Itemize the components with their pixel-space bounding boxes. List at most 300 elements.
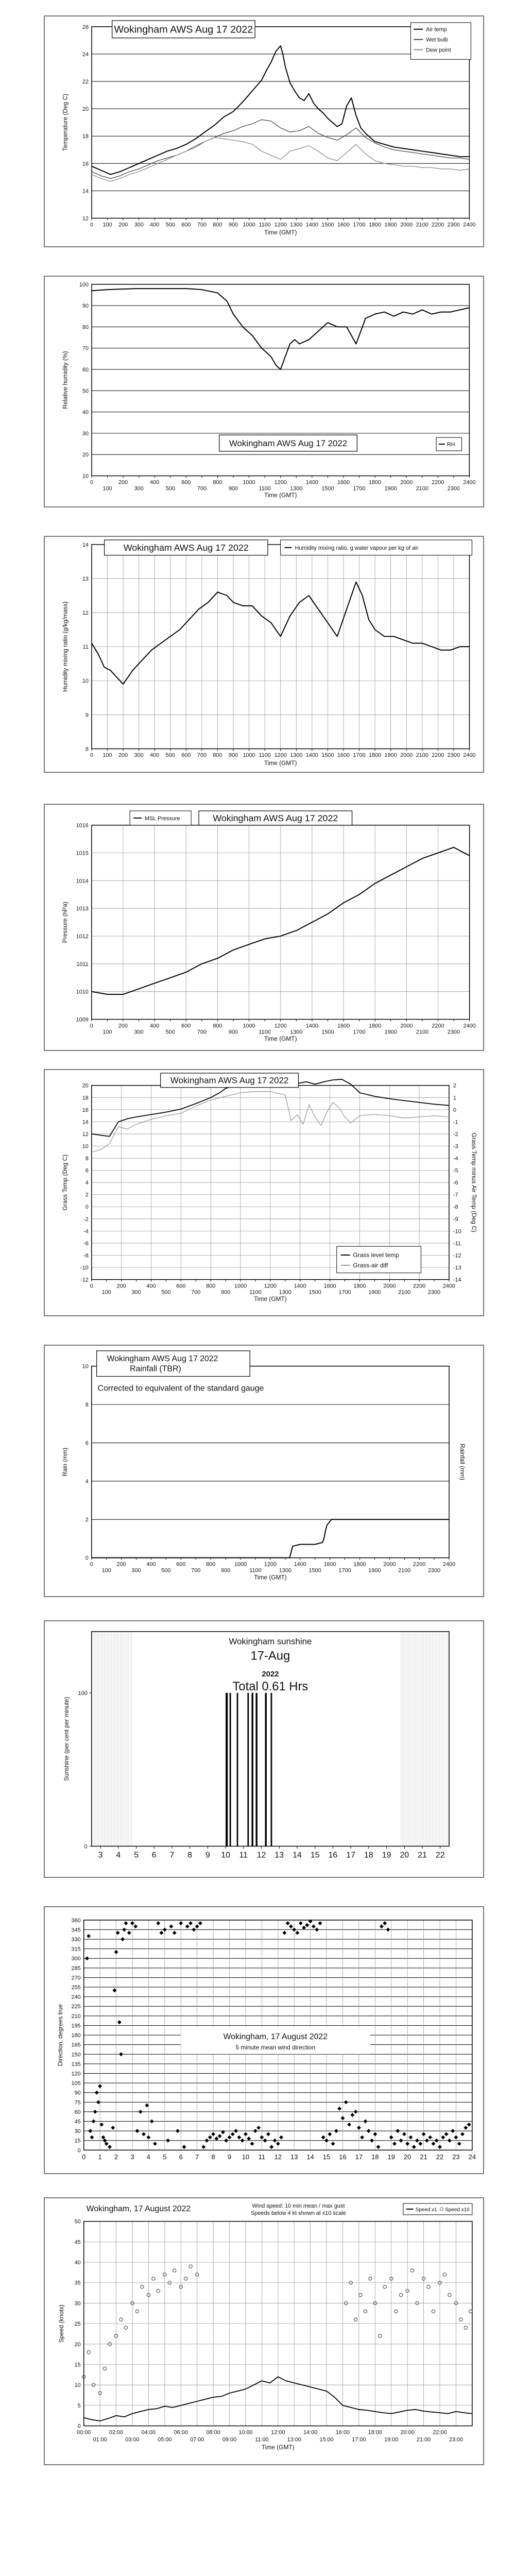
sunshine-bar: [230, 1693, 231, 1846]
wind-direction-point: [198, 1921, 202, 1925]
x-minor-tick-label: 09:00: [222, 2436, 237, 2443]
wind-speed-chart: [45, 2198, 483, 2464]
wind-direction-point: [127, 1931, 131, 1935]
wind-direction-point: [405, 2142, 409, 2146]
wind-direction-point: [156, 1921, 160, 1925]
x-tick-label: 2200: [432, 752, 444, 759]
speed-x10-point: [369, 2277, 372, 2280]
x-minor-tick-label: 17:00: [352, 2436, 366, 2443]
chart-title: Wokingham AWS Aug 17 2022: [123, 543, 249, 553]
wind-direction-point: [392, 2142, 397, 2146]
wind-direction-point: [260, 2136, 264, 2140]
x-tick-label: 0: [90, 752, 93, 759]
x-tick-label: 400: [150, 222, 160, 228]
speed-x10-point: [124, 2326, 127, 2329]
y-tick-label: 20: [74, 2341, 81, 2348]
y-tick-label: 60: [82, 367, 89, 374]
x-tick-label: 14: [293, 1851, 302, 1860]
x-tick-label: 1800: [368, 752, 382, 759]
legend-label: Speed x10: [445, 2207, 470, 2213]
mixing-ratio-chart-panel: [44, 536, 484, 773]
wind-direction-point: [201, 2145, 205, 2149]
y-axis-label: Direction, degrees true: [57, 2004, 64, 2066]
y-axis-label: Rain (mm): [61, 1447, 69, 1477]
speed-x10-point: [383, 2285, 386, 2288]
wind-direction-point: [331, 2142, 335, 2146]
y-tick-label: -4: [83, 1228, 89, 1235]
y-tick-label: 255: [71, 1985, 81, 1991]
x-tick-label: 1800: [369, 1023, 382, 1029]
x-tick-label: 06:00: [174, 2429, 188, 2436]
x-tick-label: 1000: [234, 1561, 247, 1568]
y-tick-label: 6: [85, 1167, 89, 1174]
y-tick-label: 15: [74, 2362, 81, 2368]
y-tick-label: 30: [74, 2128, 81, 2135]
y-tick-label: 1014: [76, 878, 89, 885]
x-minor-tick-label: 700: [191, 1567, 201, 1574]
x-tick-label: 1900: [384, 752, 397, 759]
wind-direction-point: [90, 2136, 94, 2140]
wind-direction-point: [305, 1923, 309, 1927]
y-tick-label: 360: [71, 1917, 81, 1924]
legend-label: Grass-air diff: [353, 1261, 388, 1269]
x-tick-label: 100: [102, 222, 112, 228]
x-minor-tick-label: 1100: [249, 1567, 262, 1574]
wind-direction-point: [315, 1927, 319, 1931]
x-tick-label: 6: [151, 1851, 157, 1860]
x-minor-tick-label: 23:00: [449, 2436, 464, 2443]
wind-direction-point: [163, 1927, 167, 1931]
x-tick-label: 2400: [463, 752, 476, 759]
x-tick-label: 18: [371, 2153, 379, 2161]
x-tick-label: 8: [187, 1851, 193, 1860]
wind-direction-point: [244, 2132, 248, 2136]
wind-direction-point: [185, 1924, 190, 1928]
x-minor-tick-label: 07:00: [190, 2436, 204, 2443]
x-tick-label: 1000: [234, 1283, 247, 1290]
y2-tick-label: -1: [453, 1119, 458, 1126]
wind-direction-point: [122, 1927, 126, 1931]
grass-temp-chart-panel: [44, 1069, 484, 1316]
x-minor-tick-label: 21:00: [416, 2436, 431, 2443]
y-tick-label: 90: [74, 2090, 81, 2096]
x-tick-label: 1: [98, 2153, 102, 2161]
speed-x10-point: [157, 2289, 160, 2292]
y-tick-label: 70: [82, 345, 89, 352]
x-tick-label: 1000: [243, 752, 255, 759]
y-tick-label: 13: [82, 575, 89, 582]
x-tick-label: 16:00: [335, 2429, 350, 2436]
x-minor-tick-label: 2100: [398, 1289, 411, 1296]
y-tick-label: 18: [82, 1095, 89, 1101]
wind-direction-point: [364, 2120, 368, 2124]
wind-direction-point: [448, 2139, 452, 2143]
x-tick-label: 16: [339, 2153, 347, 2161]
speed-x10-point: [87, 2351, 90, 2354]
y-tick-label: 210: [71, 2013, 81, 2020]
y-tick-label: 225: [71, 2004, 81, 2010]
x-minor-tick-label: 1900: [384, 1029, 397, 1036]
y-tick-label: 1010: [76, 989, 89, 995]
wind-direction-point: [188, 1921, 193, 1925]
wind-direction-point: [214, 2137, 218, 2141]
x-tick-label: 800: [213, 222, 222, 228]
x-tick-label: 1400: [305, 752, 318, 759]
y-tick-label: -6: [83, 1240, 89, 1247]
speed-x10-point: [443, 2273, 446, 2276]
y2-tick-label: -10: [453, 1228, 461, 1235]
wind-direction-point: [386, 1927, 390, 1931]
y-tick-label: 5: [77, 2402, 81, 2409]
chart-title: Wokingham AWS Aug 17 2022: [229, 438, 348, 448]
wind-direction-point: [98, 2084, 102, 2088]
chart-note-2: Speeds below 4 kt shown at x10 scale: [251, 2210, 346, 2216]
x-tick-label: 10:00: [238, 2429, 253, 2436]
y-tick-label: 12: [82, 610, 89, 617]
x-minor-tick-label: 300: [131, 1567, 141, 1574]
y-tick-label: 330: [71, 1936, 81, 1943]
wind-direction-point: [444, 2132, 449, 2136]
wind-direction-point: [173, 1931, 177, 1935]
x-tick-label: 500: [165, 222, 175, 228]
y-tick-label: 270: [71, 1975, 81, 1981]
x-axis-label: Time (GMT): [261, 2444, 295, 2451]
x-minor-tick-label: 1700: [353, 485, 366, 492]
x-minor-tick-label: 1500: [321, 1029, 334, 1036]
y2-tick-label: -8: [453, 1204, 458, 1211]
x-tick-label: 2400: [463, 222, 476, 228]
x-tick-label: 2300: [447, 222, 460, 228]
wind-direction-point: [160, 1931, 164, 1935]
x-minor-tick-label: 300: [131, 1289, 141, 1296]
x-tick-label: 900: [228, 222, 238, 228]
wind-direction-point: [380, 1924, 384, 1928]
x-tick-label: 1400: [294, 1283, 306, 1290]
speed-x10-point: [184, 2277, 187, 2280]
y-tick-label: 50: [82, 388, 89, 395]
x-minor-tick-label: 2300: [427, 1567, 441, 1574]
x-axis-label: Time (GMT): [264, 492, 297, 499]
x-tick-label: 18:00: [368, 2429, 382, 2436]
x-tick-label: 12:00: [271, 2429, 285, 2436]
wind-direction-point: [218, 2134, 222, 2138]
wind-direction-point: [273, 2139, 277, 2143]
sunshine-bar: [237, 1693, 238, 1846]
x-minor-tick-label: 500: [161, 1567, 171, 1574]
x-tick-label: 1400: [294, 1561, 306, 1568]
x-tick-label: 02:00: [109, 2429, 124, 2436]
y-tick-label: 10: [82, 1143, 89, 1150]
x-tick-label: 1700: [353, 222, 366, 228]
y-tick-label: 1013: [76, 906, 89, 912]
wind-direction-point: [93, 2110, 97, 2114]
x-minor-tick-label: 100: [102, 1029, 112, 1036]
wind-direction-point: [241, 2139, 245, 2143]
x-tick-label: 20: [404, 2153, 411, 2161]
x-tick-label: 900: [228, 752, 238, 759]
wind-direction-point: [247, 2137, 251, 2141]
x-tick-label: 1300: [290, 752, 303, 759]
y-tick-label: 300: [71, 1956, 81, 1962]
speed-x10-point: [135, 2310, 139, 2313]
y-tick-label: 25: [74, 2321, 81, 2328]
x-tick-label: 200: [116, 1561, 126, 1568]
x-tick-label: 2200: [432, 479, 444, 486]
wind-direction-point: [418, 2142, 422, 2146]
x-minor-tick-label: 2100: [398, 1567, 411, 1574]
x-tick-label: 2200: [432, 222, 444, 228]
chart-title: Wokingham AWS Aug 17 2022: [170, 1075, 289, 1086]
x-tick-label: 22: [436, 2153, 444, 2161]
wind-direction-point: [324, 2139, 329, 2143]
series-line-air-temp: [92, 46, 469, 175]
wind-direction-point: [337, 2107, 341, 2111]
speed-x10-point: [119, 2318, 123, 2321]
speed-x10-point: [379, 2334, 382, 2337]
y-tick-label: 150: [71, 2052, 81, 2058]
y-tick-label: 8: [85, 1402, 89, 1409]
x-tick-label: 700: [197, 752, 207, 759]
wind-direction-point: [166, 2139, 170, 2143]
wind-direction-point: [360, 2136, 364, 2140]
x-tick-label: 2400: [442, 1283, 456, 1290]
x-axis-label: Time (GMT): [264, 759, 297, 767]
y2-tick-label: -6: [453, 1180, 458, 1187]
chart-year: 2022: [262, 1670, 279, 1679]
y2-axis-label: Grass Temp minus Air Temp (Deg C): [470, 1132, 478, 1232]
x-axis-label: Time (GMT): [254, 1295, 287, 1303]
x-tick-label: 200: [116, 1283, 126, 1290]
speed-x10-point: [354, 2318, 357, 2321]
grass-temp-chart: [45, 1070, 483, 1315]
speed-x10-point: [173, 2269, 176, 2272]
wind-direction-point: [282, 1931, 286, 1935]
wind-direction-point: [169, 1924, 173, 1928]
y-tick-label: 195: [71, 2023, 81, 2029]
x-tick-label: 500: [165, 752, 175, 759]
rainfall-chart: [45, 1346, 483, 1596]
y-tick-label: 2: [85, 1517, 89, 1523]
legend-label: Wet bulb: [426, 37, 448, 43]
y2-tick-label: 0: [453, 1107, 456, 1113]
x-tick-label: 300: [134, 222, 144, 228]
x-tick-label: 17: [346, 1851, 355, 1860]
x-tick-label: 400: [150, 479, 160, 486]
wind-direction-point: [133, 1924, 138, 1928]
wind-direction-point: [296, 1931, 300, 1935]
legend-label: MSL Pressure: [144, 815, 180, 822]
x-tick-label: 3: [130, 2153, 134, 2161]
x-tick-label: 19: [387, 2153, 395, 2161]
x-tick-label: 9: [227, 2153, 232, 2161]
y-tick-label: 35: [74, 2280, 81, 2286]
x-tick-label: 12: [256, 1851, 266, 1860]
y-tick-label: 4: [85, 1180, 89, 1187]
x-tick-label: 1200: [264, 1283, 277, 1290]
x-tick-label: 2200: [413, 1561, 426, 1568]
x-tick-label: 18: [364, 1851, 373, 1860]
x-tick-label: 200: [118, 752, 128, 759]
x-tick-label: 1600: [337, 752, 350, 759]
x-tick-label: 4: [146, 2153, 150, 2161]
chart-subtitle: Rainfall (TBR): [130, 1364, 181, 1374]
y2-tick-label: -11: [453, 1240, 461, 1247]
y-tick-label: 14: [82, 1119, 89, 1126]
y-tick-label: 0: [85, 1204, 89, 1211]
chart-title: Wokingham AWS Aug 17 2022: [213, 813, 338, 824]
wind-direction-point: [256, 2126, 261, 2130]
wind-direction-chart-panel: [44, 1906, 484, 2174]
x-minor-tick-label: 1700: [353, 1029, 366, 1036]
speed-x10-point: [410, 2269, 414, 2272]
y-tick-label: 345: [71, 1927, 81, 1934]
wind-direction-point: [121, 1937, 125, 1941]
rainfall-chart-panel: [44, 1345, 484, 1597]
y-tick-label: 26: [82, 24, 89, 30]
x-minor-tick-label: 500: [165, 1029, 175, 1036]
sunshine-bar: [251, 1693, 253, 1846]
speed-x10-point: [464, 2326, 467, 2329]
wind-direction-point: [88, 2129, 92, 2133]
wind-direction-point: [142, 2132, 146, 2136]
y-axis-label: Pressure (hPa): [61, 902, 69, 943]
x-tick-label: 2300: [447, 752, 460, 759]
x-tick-label: 1400: [305, 222, 318, 228]
y-tick-label: 1016: [76, 822, 89, 829]
legend-label: Humidity mixing ratio, g water vapour per kg of air: [295, 545, 419, 551]
wind-direction-point: [402, 2132, 406, 2136]
x-minor-tick-label: 100: [101, 1289, 111, 1296]
x-minor-tick-label: 2100: [416, 485, 428, 492]
wind-direction-chart: [45, 1907, 483, 2173]
x-minor-tick-label: 05:00: [158, 2436, 172, 2443]
wind-direction-point: [383, 1921, 387, 1925]
wind-direction-point: [130, 1921, 134, 1925]
x-minor-tick-label: 1100: [259, 1029, 271, 1036]
x-minor-tick-label: 2300: [427, 1289, 441, 1296]
x-tick-label: 1300: [290, 222, 303, 228]
speed-x10-point: [103, 2367, 106, 2370]
y-tick-label: 285: [71, 1965, 81, 1972]
x-tick-label: 1800: [353, 1561, 366, 1568]
x-minor-tick-label: 03:00: [125, 2436, 140, 2443]
x-minor-tick-label: 1100: [259, 485, 271, 492]
mixing-ratio-chart: [45, 537, 483, 772]
x-tick-label: 3: [98, 1851, 103, 1860]
wind-speed-chart-panel: [44, 2197, 484, 2465]
x-tick-label: 0: [90, 479, 94, 486]
x-minor-tick-label: 300: [134, 485, 144, 492]
wind-direction-point: [367, 2129, 371, 2133]
x-tick-label: 400: [150, 1023, 160, 1029]
wind-direction-point: [146, 2136, 150, 2140]
x-tick-label: 1000: [243, 1023, 255, 1029]
y2-tick-label: 2: [453, 1082, 456, 1089]
wind-direction-point: [302, 1926, 306, 1930]
wind-direction-point: [412, 2145, 416, 2149]
wind-direction-point: [431, 2142, 435, 2146]
series-line-wet-bulb: [92, 120, 469, 178]
y2-tick-label: -3: [453, 1143, 458, 1150]
wind-direction-point: [192, 1927, 196, 1931]
y-tick-label: 18: [82, 133, 89, 140]
wind-direction-point: [422, 2132, 426, 2136]
y-tick-label: 16: [82, 161, 89, 167]
x-tick-label: 21: [418, 1851, 427, 1860]
x-tick-label: 1800: [368, 222, 382, 228]
x-tick-label: 600: [181, 479, 191, 486]
x-minor-tick-label: 2100: [416, 1029, 429, 1036]
y-tick-label: 2: [85, 1192, 89, 1198]
x-minor-tick-label: 2300: [447, 1029, 460, 1036]
x-tick-label: 5: [134, 1851, 139, 1860]
y-tick-label: 90: [82, 303, 89, 310]
wind-direction-point: [87, 1934, 91, 1938]
wind-direction-point: [370, 2139, 374, 2143]
wind-direction-point: [299, 1921, 303, 1925]
x-minor-tick-label: 1300: [279, 1289, 291, 1296]
wind-direction-point: [415, 2139, 419, 2143]
y-tick-label: 40: [82, 409, 89, 416]
wind-direction-point: [334, 2129, 338, 2133]
x-tick-label: 300: [134, 752, 144, 759]
wind-direction-point: [289, 1924, 293, 1928]
x-tick-label: 0: [90, 1023, 93, 1029]
wind-direction-point: [231, 2132, 235, 2136]
x-minor-tick-label: 1500: [308, 1567, 321, 1574]
wind-direction-point: [451, 2129, 455, 2133]
chart-total: Total 0.61 Hrs: [232, 1679, 308, 1693]
wind-direction-point: [435, 2139, 439, 2143]
x-minor-tick-label: 100: [101, 1567, 111, 1574]
x-tick-label: 200: [118, 1023, 128, 1029]
speed-x10-point: [394, 2310, 398, 2313]
humidity-chart-panel: [44, 276, 484, 507]
y-tick-label: 120: [71, 2071, 81, 2077]
wind-direction-point: [139, 2110, 143, 2114]
x-minor-tick-label: 1700: [338, 1289, 351, 1296]
x-tick-label: 1100: [259, 752, 271, 759]
y-tick-label: 240: [71, 1994, 81, 2001]
y-tick-label: 105: [71, 2080, 81, 2087]
x-axis-label: Time (GMT): [264, 1035, 297, 1043]
wind-direction-point: [153, 2142, 157, 2146]
y-tick-label: 75: [74, 2099, 81, 2106]
chart-title: Wokingham, 17 August 2022: [86, 2204, 191, 2213]
x-tick-label: 800: [206, 1561, 216, 1568]
sunshine-bar: [265, 1693, 266, 1846]
x-tick-label: 24: [468, 2153, 476, 2161]
y-tick-label: 30: [82, 430, 89, 437]
y-tick-label: 10: [74, 2382, 81, 2389]
legend-label: Speed x1: [415, 2207, 437, 2213]
x-tick-label: 800: [213, 479, 222, 486]
x-minor-tick-label: 19:00: [384, 2436, 399, 2443]
x-minor-tick-label: 1700: [338, 1567, 351, 1574]
x-tick-label: 2000: [400, 752, 413, 759]
y2-tick-label: -13: [453, 1264, 461, 1271]
chart-annotation: Corrected to equivalent of the standard gauge: [97, 1384, 264, 1393]
x-minor-tick-label: 300: [134, 1029, 144, 1036]
x-tick-label: 1500: [321, 752, 334, 759]
y-tick-label: 20: [82, 452, 89, 459]
x-tick-label: 200: [118, 222, 128, 228]
wind-direction-point: [224, 2139, 228, 2143]
sunshine-bar: [247, 1693, 249, 1846]
y-tick-label: 8: [85, 1156, 89, 1162]
y2-tick-label: -5: [453, 1167, 458, 1174]
y-tick-label: 135: [71, 2061, 81, 2067]
